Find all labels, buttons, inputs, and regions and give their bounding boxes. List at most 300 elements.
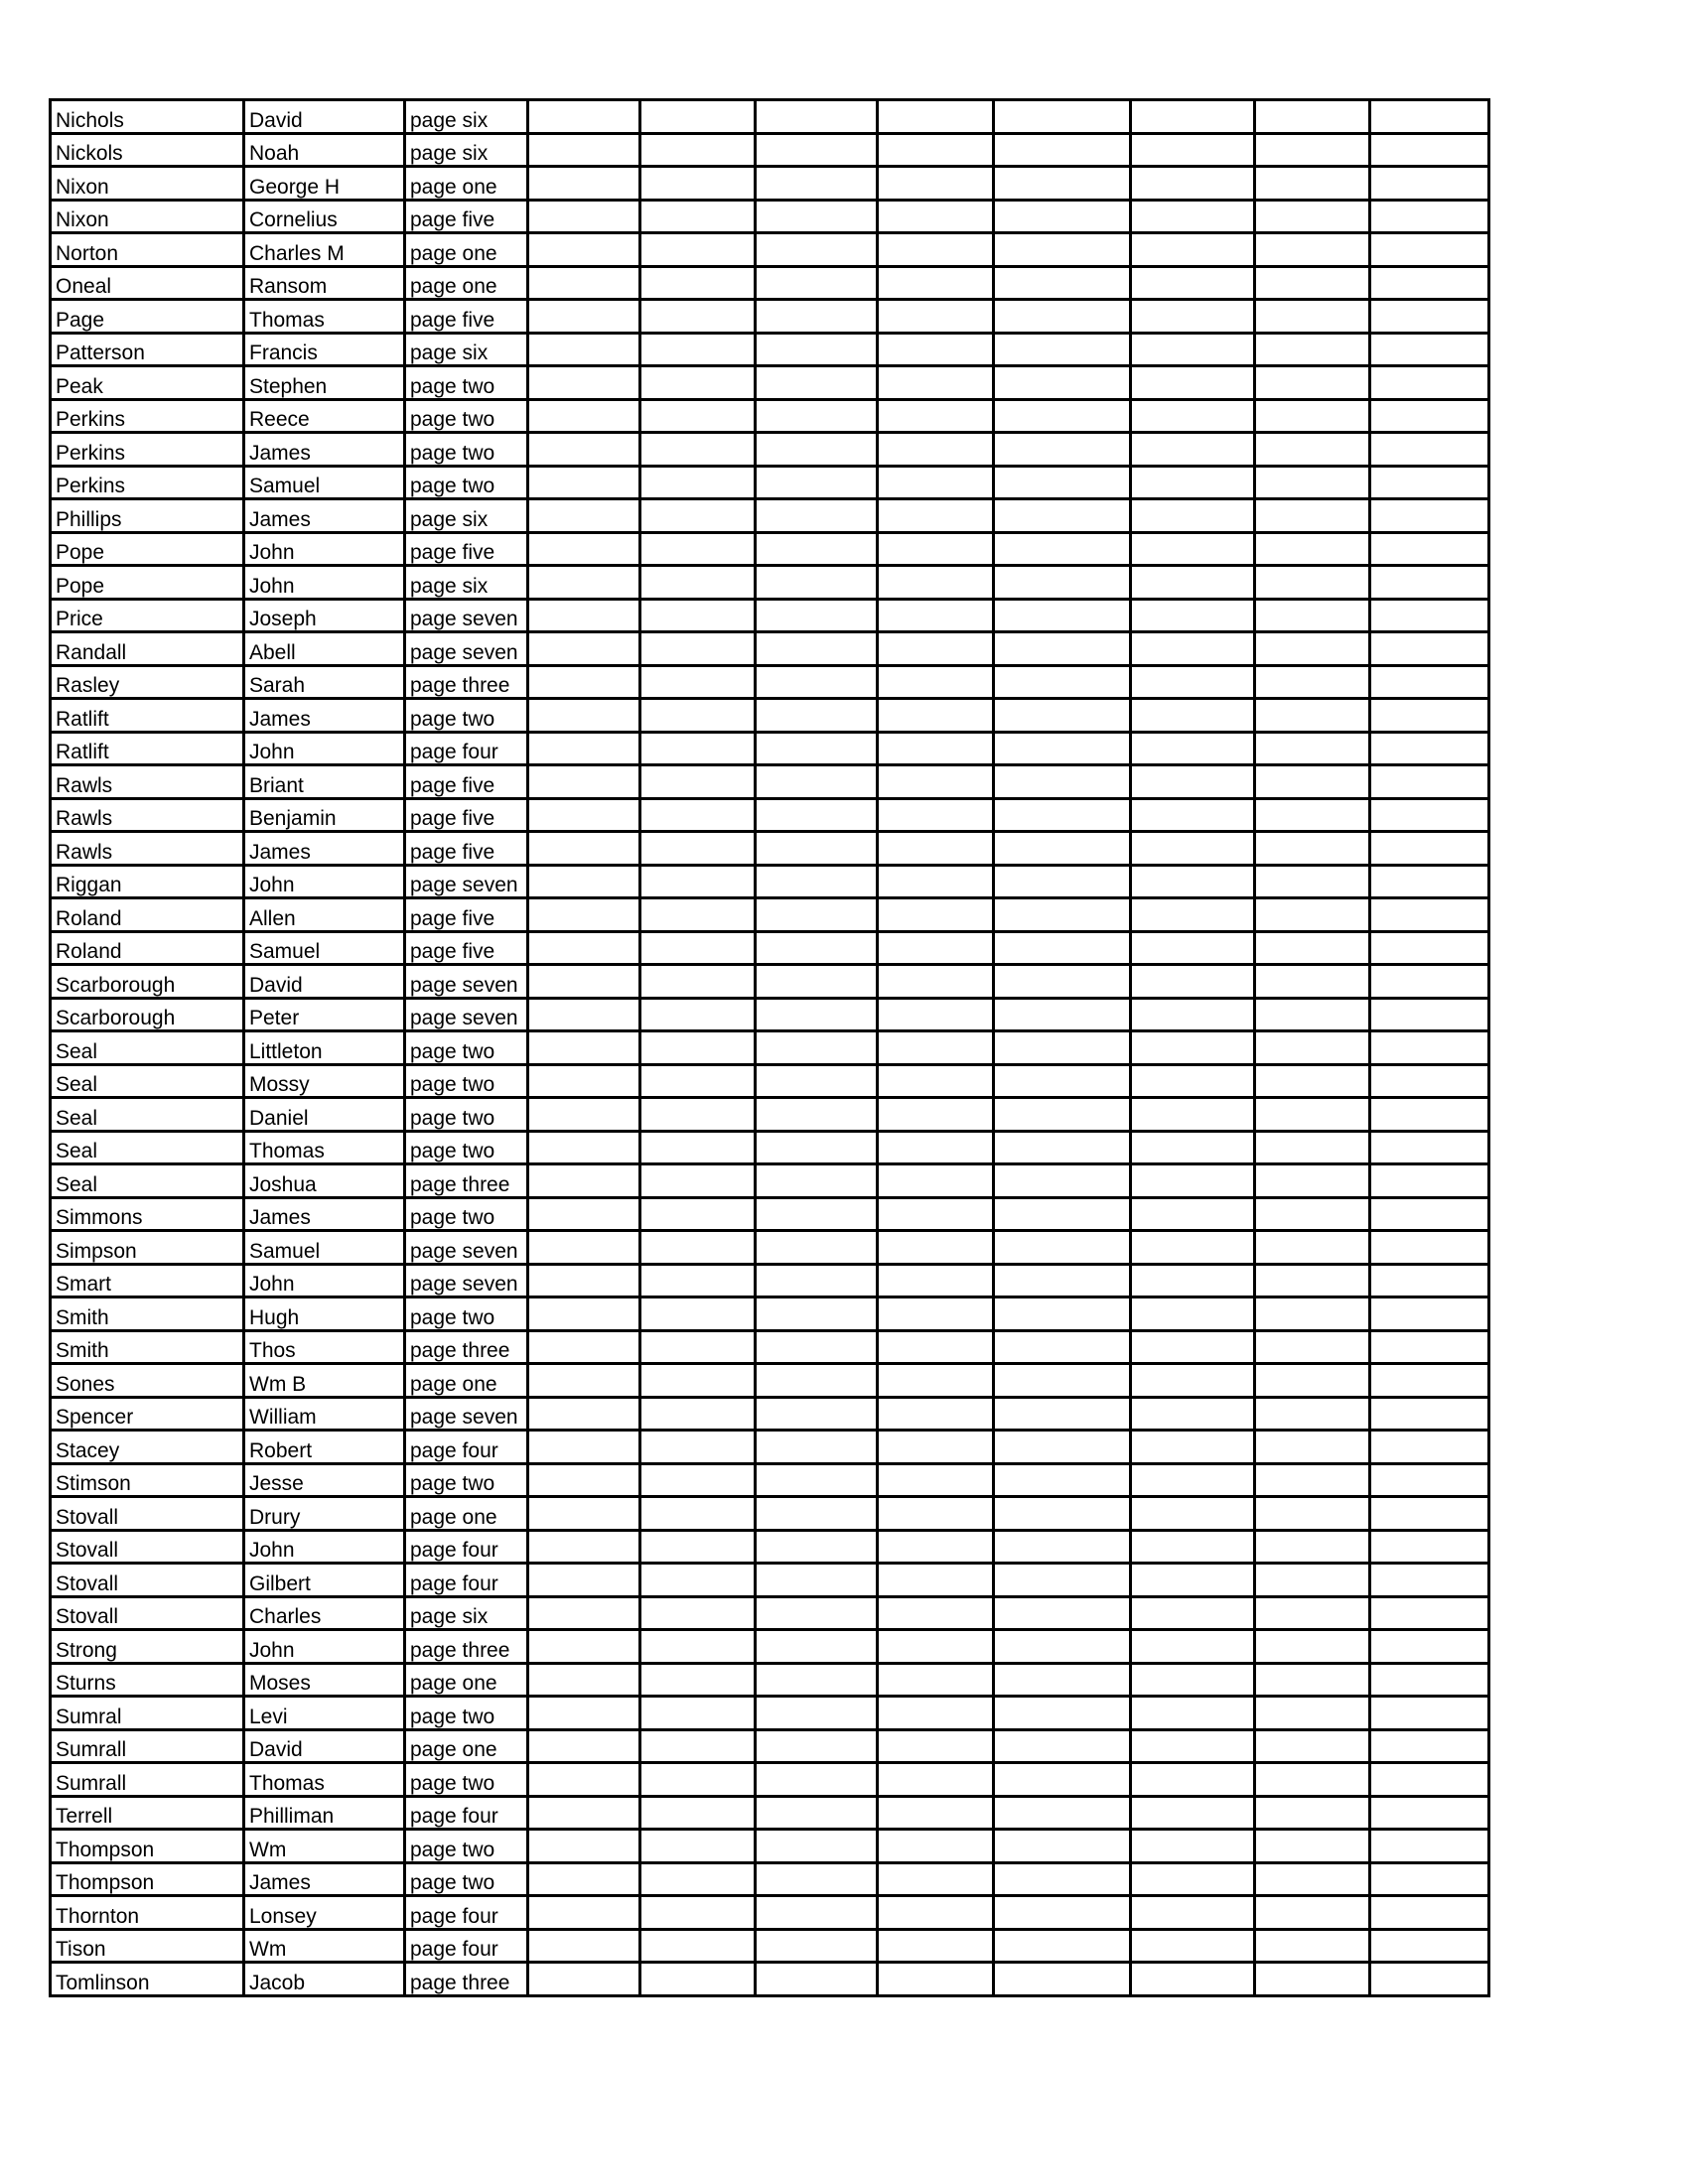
empty-cell <box>1255 300 1370 334</box>
empty-cell <box>994 499 1131 533</box>
given-name-cell: Charles M <box>244 233 405 267</box>
page-ref-cell: page one <box>405 1663 528 1697</box>
empty-cell <box>640 765 756 799</box>
empty-cell <box>756 765 878 799</box>
empty-cell <box>1131 632 1255 666</box>
empty-cell <box>640 233 756 267</box>
empty-cell <box>1131 1697 1255 1730</box>
empty-cell <box>756 433 878 467</box>
empty-cell <box>994 1896 1131 1930</box>
empty-cell <box>756 1697 878 1730</box>
empty-cell <box>994 266 1131 300</box>
table-row <box>51 1231 1489 1265</box>
empty-cell <box>1370 1197 1489 1231</box>
empty-cell <box>528 1364 640 1398</box>
page-ref-cell: page four <box>405 1564 528 1597</box>
empty-cell <box>640 1564 756 1597</box>
surname-cell: Perkins <box>51 433 244 467</box>
empty-cell <box>1255 1330 1370 1364</box>
table-row <box>51 665 1489 699</box>
given-name-cell: Drury <box>244 1497 405 1531</box>
empty-cell <box>1131 433 1255 467</box>
page-ref-cell: page two <box>405 466 528 499</box>
surname-cell: Smith <box>51 1330 244 1364</box>
empty-cell <box>528 433 640 467</box>
empty-cell <box>756 333 878 366</box>
empty-cell <box>756 1497 878 1531</box>
page-ref-cell: page one <box>405 1364 528 1398</box>
empty-cell <box>1131 1896 1255 1930</box>
empty-cell <box>1370 1929 1489 1963</box>
empty-cell <box>640 1963 756 1996</box>
empty-cell <box>994 1031 1131 1065</box>
surname-cell: Pope <box>51 532 244 566</box>
empty-cell <box>1131 599 1255 632</box>
given-name-cell: Jacob <box>244 1963 405 1996</box>
table-row <box>51 898 1489 932</box>
surname-cell: Simpson <box>51 1231 244 1265</box>
surname-cell: Seal <box>51 1031 244 1065</box>
surname-cell: Riggan <box>51 865 244 898</box>
empty-cell <box>1131 1431 1255 1464</box>
empty-cell <box>878 1031 994 1065</box>
page-ref-cell: page one <box>405 167 528 201</box>
empty-cell <box>994 1064 1131 1098</box>
surname-cell: Spencer <box>51 1397 244 1431</box>
empty-cell <box>1255 266 1370 300</box>
surname-cell: Page <box>51 300 244 334</box>
table-row <box>51 1697 1489 1730</box>
empty-cell <box>1131 233 1255 267</box>
empty-cell <box>1255 1297 1370 1331</box>
empty-cell <box>994 1663 1131 1697</box>
empty-cell <box>878 433 994 467</box>
empty-cell <box>756 366 878 400</box>
table-row <box>51 1564 1489 1597</box>
page-ref-cell: page three <box>405 1164 528 1198</box>
empty-cell <box>1255 1729 1370 1763</box>
empty-cell <box>756 965 878 999</box>
page-ref-cell: page two <box>405 1197 528 1231</box>
table-row <box>51 1463 1489 1497</box>
empty-cell <box>994 1530 1131 1564</box>
page-ref-cell: page three <box>405 665 528 699</box>
empty-cell <box>1255 1862 1370 1896</box>
empty-cell <box>878 898 994 932</box>
surname-cell: Tomlinson <box>51 1963 244 1996</box>
empty-cell <box>528 532 640 566</box>
empty-cell <box>994 1330 1131 1364</box>
empty-cell <box>1131 1663 1255 1697</box>
given-name-cell: Robert <box>244 1431 405 1464</box>
page-ref-cell: page four <box>405 1929 528 1963</box>
surname-cell: Nixon <box>51 167 244 201</box>
empty-cell <box>640 832 756 866</box>
page-ref-cell: page seven <box>405 998 528 1031</box>
empty-cell <box>1255 798 1370 832</box>
table-row <box>51 167 1489 201</box>
page-ref-cell: page two <box>405 699 528 733</box>
empty-cell <box>1131 100 1255 134</box>
empty-cell <box>640 931 756 965</box>
surname-cell: Ratlift <box>51 732 244 765</box>
empty-cell <box>528 133 640 167</box>
empty-cell <box>1370 632 1489 666</box>
table-row <box>51 333 1489 366</box>
empty-cell <box>528 233 640 267</box>
empty-cell <box>1131 1729 1255 1763</box>
surname-cell: Nickols <box>51 133 244 167</box>
page-ref-cell: page two <box>405 1463 528 1497</box>
surname-cell: Scarborough <box>51 998 244 1031</box>
empty-cell <box>994 1164 1131 1198</box>
empty-cell <box>1370 1530 1489 1564</box>
given-name-cell: Francis <box>244 333 405 366</box>
page-ref-cell: page six <box>405 333 528 366</box>
empty-cell <box>756 732 878 765</box>
empty-cell <box>528 865 640 898</box>
empty-cell <box>1370 1297 1489 1331</box>
empty-cell <box>1255 1064 1370 1098</box>
empty-cell <box>878 1729 994 1763</box>
empty-cell <box>994 699 1131 733</box>
empty-cell <box>528 466 640 499</box>
surname-cell: Thornton <box>51 1896 244 1930</box>
empty-cell <box>640 1231 756 1265</box>
empty-cell <box>1131 1796 1255 1830</box>
empty-cell <box>756 898 878 932</box>
empty-cell <box>756 1830 878 1863</box>
page-ref-cell: page four <box>405 732 528 765</box>
empty-cell <box>756 998 878 1031</box>
empty-cell <box>994 100 1131 134</box>
empty-cell <box>1131 1397 1255 1431</box>
empty-cell <box>640 1862 756 1896</box>
table-row <box>51 599 1489 632</box>
empty-cell <box>640 665 756 699</box>
given-name-cell: Wm B <box>244 1364 405 1398</box>
empty-cell <box>994 1364 1131 1398</box>
empty-cell <box>1131 499 1255 533</box>
empty-cell <box>1255 167 1370 201</box>
surname-cell: Strong <box>51 1630 244 1664</box>
surname-cell: Seal <box>51 1098 244 1132</box>
page-ref-cell: page two <box>405 1064 528 1098</box>
empty-cell <box>1131 998 1255 1031</box>
surname-cell: Roland <box>51 898 244 932</box>
empty-cell <box>1255 133 1370 167</box>
given-name-cell: Hugh <box>244 1297 405 1331</box>
empty-cell <box>1131 566 1255 600</box>
empty-cell <box>1370 1131 1489 1164</box>
page-ref-cell: page seven <box>405 1397 528 1431</box>
empty-cell <box>528 931 640 965</box>
empty-cell <box>878 532 994 566</box>
empty-cell <box>994 1630 1131 1664</box>
empty-cell <box>756 1729 878 1763</box>
empty-cell <box>878 998 994 1031</box>
empty-cell <box>1255 1131 1370 1164</box>
empty-cell <box>1255 1431 1370 1464</box>
empty-cell <box>640 1098 756 1132</box>
empty-cell <box>878 931 994 965</box>
empty-cell <box>1131 798 1255 832</box>
empty-cell <box>1255 100 1370 134</box>
empty-cell <box>640 1330 756 1364</box>
empty-cell <box>528 333 640 366</box>
table-row <box>51 1497 1489 1531</box>
surname-cell: Price <box>51 599 244 632</box>
given-name-cell: Littleton <box>244 1031 405 1065</box>
empty-cell <box>528 1264 640 1297</box>
surname-cell: Peak <box>51 366 244 400</box>
empty-cell <box>994 300 1131 334</box>
given-name-cell: Thomas <box>244 300 405 334</box>
page-ref-cell: page two <box>405 1830 528 1863</box>
empty-cell <box>1255 1929 1370 1963</box>
table-row <box>51 433 1489 467</box>
empty-cell <box>640 499 756 533</box>
empty-cell <box>640 1397 756 1431</box>
empty-cell <box>1255 1463 1370 1497</box>
empty-cell <box>640 632 756 666</box>
empty-cell <box>640 1364 756 1398</box>
table-row <box>51 532 1489 566</box>
empty-cell <box>878 499 994 533</box>
empty-cell <box>528 1197 640 1231</box>
empty-cell <box>878 1763 994 1797</box>
empty-cell <box>1131 1463 1255 1497</box>
empty-cell <box>878 1463 994 1497</box>
given-name-cell: George H <box>244 167 405 201</box>
empty-cell <box>1131 266 1255 300</box>
empty-cell <box>878 399 994 433</box>
empty-cell <box>528 1297 640 1331</box>
empty-cell <box>1255 433 1370 467</box>
page-ref-cell: page four <box>405 1530 528 1564</box>
empty-cell <box>1370 532 1489 566</box>
empty-cell <box>994 333 1131 366</box>
surname-cell: Terrell <box>51 1796 244 1830</box>
empty-cell <box>528 100 640 134</box>
empty-cell <box>756 599 878 632</box>
name-index-table <box>49 98 1490 1997</box>
empty-cell <box>1131 366 1255 400</box>
empty-cell <box>994 898 1131 932</box>
empty-cell <box>1370 167 1489 201</box>
empty-cell <box>640 1164 756 1198</box>
empty-cell <box>528 632 640 666</box>
empty-cell <box>1255 1697 1370 1730</box>
empty-cell <box>756 1630 878 1664</box>
empty-cell <box>1255 1098 1370 1132</box>
surname-cell: Sturns <box>51 1663 244 1697</box>
page-ref-cell: page two <box>405 366 528 400</box>
empty-cell <box>528 765 640 799</box>
empty-cell <box>878 1197 994 1231</box>
empty-cell <box>528 732 640 765</box>
given-name-cell: Thos <box>244 1330 405 1364</box>
empty-cell <box>1370 1397 1489 1431</box>
empty-cell <box>756 200 878 233</box>
empty-cell <box>640 1297 756 1331</box>
empty-cell <box>1131 466 1255 499</box>
empty-cell <box>1131 1763 1255 1797</box>
empty-cell <box>1255 1031 1370 1065</box>
given-name-cell: Allen <box>244 898 405 932</box>
empty-cell <box>756 931 878 965</box>
empty-cell <box>756 1264 878 1297</box>
empty-cell <box>1370 1830 1489 1863</box>
empty-cell <box>1255 865 1370 898</box>
empty-cell <box>756 1663 878 1697</box>
page-ref-cell: page seven <box>405 1231 528 1265</box>
empty-cell <box>1255 1596 1370 1630</box>
empty-cell <box>756 1431 878 1464</box>
empty-cell <box>994 931 1131 965</box>
table-row <box>51 233 1489 267</box>
empty-cell <box>528 1463 640 1497</box>
given-name-cell: James <box>244 699 405 733</box>
empty-cell <box>756 1397 878 1431</box>
empty-cell <box>528 1530 640 1564</box>
empty-cell <box>1131 1929 1255 1963</box>
surname-cell: Stovall <box>51 1596 244 1630</box>
empty-cell <box>878 1131 994 1164</box>
empty-cell <box>640 566 756 600</box>
empty-cell <box>1370 266 1489 300</box>
surname-cell: Ratlift <box>51 699 244 733</box>
given-name-cell: Samuel <box>244 466 405 499</box>
empty-cell <box>1370 1963 1489 1996</box>
empty-cell <box>1255 1963 1370 1996</box>
surname-cell: Nixon <box>51 200 244 233</box>
empty-cell <box>878 798 994 832</box>
empty-cell <box>1131 1064 1255 1098</box>
empty-cell <box>878 1330 994 1364</box>
page-ref-cell: page two <box>405 1031 528 1065</box>
empty-cell <box>528 699 640 733</box>
empty-cell <box>756 1231 878 1265</box>
page-ref-cell: page five <box>405 300 528 334</box>
empty-cell <box>994 732 1131 765</box>
table-row <box>51 366 1489 400</box>
empty-cell <box>1255 1896 1370 1930</box>
empty-cell <box>1131 333 1255 366</box>
empty-cell <box>640 1763 756 1797</box>
surname-cell: Rawls <box>51 765 244 799</box>
empty-cell <box>640 1131 756 1164</box>
surname-cell: Smart <box>51 1264 244 1297</box>
given-name-cell: Thomas <box>244 1763 405 1797</box>
empty-cell <box>1370 1729 1489 1763</box>
empty-cell <box>640 865 756 898</box>
page-ref-cell: page two <box>405 1763 528 1797</box>
given-name-cell: Wm <box>244 1830 405 1863</box>
empty-cell <box>994 865 1131 898</box>
empty-cell <box>1255 1364 1370 1398</box>
page-ref-cell: page six <box>405 133 528 167</box>
empty-cell <box>1370 832 1489 866</box>
empty-cell <box>756 1530 878 1564</box>
empty-cell <box>1370 433 1489 467</box>
given-name-cell: Jesse <box>244 1463 405 1497</box>
given-name-cell: Noah <box>244 133 405 167</box>
surname-cell: Thompson <box>51 1862 244 1896</box>
given-name-cell: David <box>244 1729 405 1763</box>
empty-cell <box>1131 1164 1255 1198</box>
empty-cell <box>640 1497 756 1531</box>
given-name-cell: John <box>244 865 405 898</box>
empty-cell <box>1131 167 1255 201</box>
table-row <box>51 1031 1489 1065</box>
empty-cell <box>994 532 1131 566</box>
empty-cell <box>640 699 756 733</box>
empty-cell <box>994 167 1131 201</box>
empty-cell <box>756 1164 878 1198</box>
empty-cell <box>528 266 640 300</box>
table-row <box>51 1963 1489 1996</box>
page-ref-cell: page two <box>405 1697 528 1730</box>
page-ref-cell: page two <box>405 1131 528 1164</box>
given-name-cell: Mossy <box>244 1064 405 1098</box>
empty-cell <box>994 1697 1131 1730</box>
given-name-cell: Peter <box>244 998 405 1031</box>
empty-cell <box>878 1431 994 1464</box>
empty-cell <box>1255 1630 1370 1664</box>
empty-cell <box>878 832 994 866</box>
surname-cell: Stacey <box>51 1431 244 1464</box>
empty-cell <box>756 1064 878 1098</box>
empty-cell <box>878 1596 994 1630</box>
empty-cell <box>756 167 878 201</box>
given-name-cell: Joseph <box>244 599 405 632</box>
empty-cell <box>756 1796 878 1830</box>
empty-cell <box>878 865 994 898</box>
empty-cell <box>994 1297 1131 1331</box>
empty-cell <box>528 1497 640 1531</box>
given-name-cell: Reece <box>244 399 405 433</box>
empty-cell <box>756 1564 878 1597</box>
empty-cell <box>1255 599 1370 632</box>
empty-cell <box>756 300 878 334</box>
table-row <box>51 266 1489 300</box>
empty-cell <box>878 1264 994 1297</box>
empty-cell <box>878 1231 994 1265</box>
empty-cell <box>1131 1596 1255 1630</box>
page-ref-cell: page two <box>405 399 528 433</box>
table-row <box>51 200 1489 233</box>
empty-cell <box>528 599 640 632</box>
given-name-cell: James <box>244 499 405 533</box>
empty-cell <box>1370 665 1489 699</box>
empty-cell <box>878 233 994 267</box>
surname-cell: Tison <box>51 1929 244 1963</box>
empty-cell <box>1370 798 1489 832</box>
empty-cell <box>1255 466 1370 499</box>
given-name-cell: Thomas <box>244 1131 405 1164</box>
table-row <box>51 1164 1489 1198</box>
empty-cell <box>756 532 878 566</box>
surname-cell: Stimson <box>51 1463 244 1497</box>
surname-cell: Rawls <box>51 832 244 866</box>
empty-cell <box>994 200 1131 233</box>
table-row <box>51 1431 1489 1464</box>
empty-cell <box>1255 998 1370 1031</box>
empty-cell <box>756 266 878 300</box>
empty-cell <box>1370 1463 1489 1497</box>
given-name-cell: John <box>244 732 405 765</box>
